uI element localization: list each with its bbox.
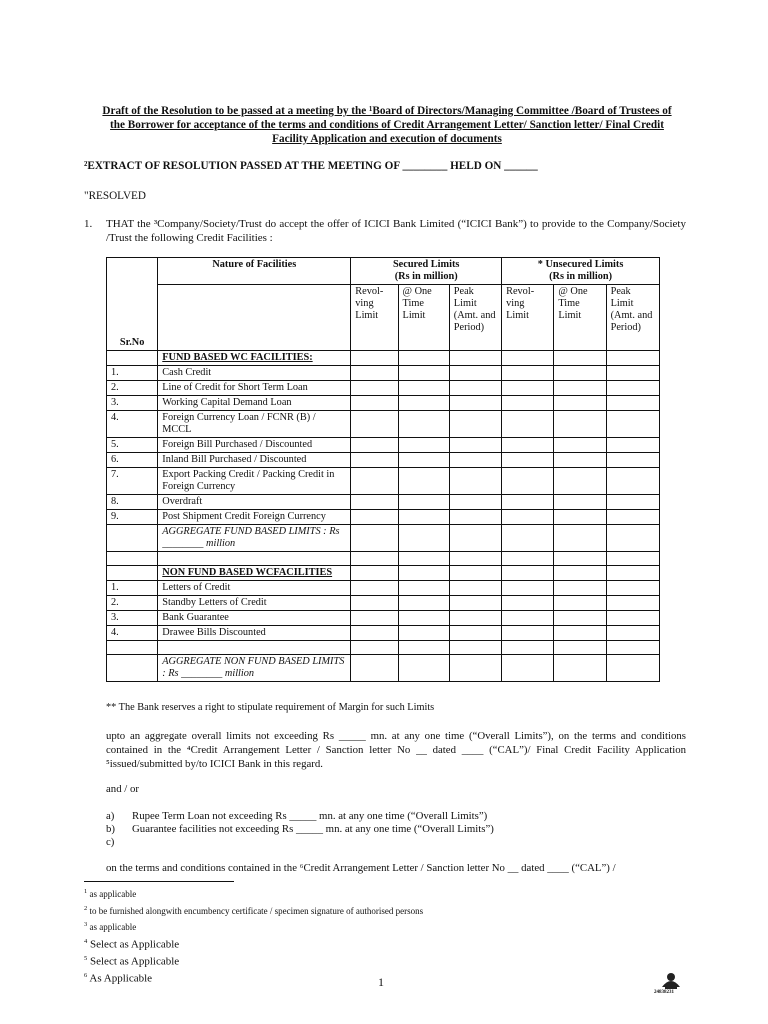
section-heading-row <box>107 566 660 581</box>
limit-cell <box>606 438 659 453</box>
footnote <box>84 885 423 902</box>
list-item <box>106 823 494 836</box>
footnotes <box>84 885 423 987</box>
facility-name: Post Shipment Credit Foreign Currency <box>158 510 351 525</box>
list-label: b) <box>106 823 115 835</box>
limit-cell <box>449 381 501 396</box>
logo-code: 24838231 <box>654 990 674 995</box>
footnote-text: Select as Applicable <box>90 938 180 951</box>
limit-cell <box>351 453 398 468</box>
limit-cell <box>606 453 659 468</box>
limit-cell <box>351 611 398 626</box>
limit-cell <box>398 596 449 611</box>
limit-cell <box>398 495 449 510</box>
list-label: c) <box>106 836 115 848</box>
limit-cell <box>351 510 398 525</box>
limit-cell <box>351 438 398 453</box>
subheader-revolving: Revol-ving Limit <box>351 285 398 351</box>
list-label: a) <box>106 810 115 822</box>
facility-name: Standby Letters of Credit <box>158 596 351 611</box>
list-text: Rupee Term Loan not exceeding Rs _____ mn. at any one time (“Overall Limits”) <box>132 810 488 822</box>
footnote-text: as applicable <box>89 922 137 933</box>
limit-cell <box>502 411 554 438</box>
limit-cell <box>449 626 501 641</box>
facility-name: Overdraft <box>158 495 351 510</box>
limit-cell <box>351 495 398 510</box>
blank-row <box>107 552 660 566</box>
list-text: Guarantee facilities not exceeding Rs _____ mn. at any one time (“Overall Limits”) <box>132 823 494 835</box>
margin-note: ** The Bank reserves a right to stipulate requirement of Margin for such Limits <box>106 702 435 713</box>
limit-cell <box>606 381 659 396</box>
extract-heading: ²EXTRACT OF RESOLUTION PASSED AT THE MEETING OF ________ HELD ON ______ <box>84 160 538 172</box>
nonfund-heading: NON FUND BASED WCFACILITIES <box>158 566 351 581</box>
facility-name: Foreign Bill Purchased / Discounted <box>158 438 351 453</box>
facility-name: Inland Bill Purchased / Discounted <box>158 453 351 468</box>
table-row <box>107 626 660 641</box>
header-nature-blank <box>158 285 351 351</box>
limit-cell <box>606 411 659 438</box>
row-number: 6. <box>107 453 158 468</box>
title-line-3: Facility Application and execution of documents <box>272 133 502 145</box>
footnote-mark: 1 <box>84 888 88 895</box>
list-item <box>106 836 494 849</box>
footnote-text: Select as Applicable <box>90 955 180 968</box>
row-number: 5. <box>107 438 158 453</box>
limit-cell <box>554 611 606 626</box>
resolution-paragraph-3: on the terms and conditions contained in the ⁶Credit Arrangement Letter / Sanction letter No __ dated ____ (“CAL”) / <box>106 862 616 874</box>
table-subheader-row <box>107 285 660 351</box>
limit-cell <box>554 468 606 495</box>
limit-cell <box>554 581 606 596</box>
subheader-onetime: @ One Time Limit <box>398 285 449 351</box>
section-heading-row <box>107 351 660 366</box>
limit-cell <box>398 366 449 381</box>
table-header-row <box>107 258 660 285</box>
footnote-text: as applicable <box>89 889 137 899</box>
aggregate-row <box>107 655 660 682</box>
limit-cell <box>554 366 606 381</box>
limit-cell <box>502 453 554 468</box>
footnote <box>84 935 423 952</box>
limit-cell <box>449 468 501 495</box>
limit-cell <box>449 411 501 438</box>
table-row <box>107 596 660 611</box>
limit-cell <box>398 468 449 495</box>
limit-cell <box>351 596 398 611</box>
footnote <box>84 918 423 935</box>
header-unsecured: * Unsecured Limits (Rs in million) <box>502 258 660 285</box>
limit-cell <box>502 495 554 510</box>
limit-cell <box>398 581 449 596</box>
limit-cell <box>351 468 398 495</box>
document-title <box>88 104 686 146</box>
limit-cell <box>554 411 606 438</box>
footnote-text: As Applicable <box>89 972 153 985</box>
limit-cell <box>554 438 606 453</box>
limit-cell <box>502 626 554 641</box>
limit-cell <box>351 381 398 396</box>
limit-cell <box>351 626 398 641</box>
limit-cell <box>449 581 501 596</box>
limit-cell <box>502 438 554 453</box>
table-row <box>107 366 660 381</box>
limit-cell <box>502 396 554 411</box>
limit-cell <box>554 381 606 396</box>
blank-row <box>107 641 660 655</box>
nonfund-aggregate: AGGREGATE NON FUND BASED LIMITS : Rs ________ million <box>158 655 351 682</box>
table-row <box>107 411 660 438</box>
limit-cell <box>398 396 449 411</box>
table-row <box>107 495 660 510</box>
footnote-mark: 2 <box>84 904 88 912</box>
facility-name: Letters of Credit <box>158 581 351 596</box>
limit-cell <box>606 611 659 626</box>
table-row <box>107 468 660 495</box>
table-row <box>107 510 660 525</box>
fund-heading: FUND BASED WC FACILITIES: <box>158 351 351 366</box>
limit-cell <box>502 510 554 525</box>
limit-cell <box>351 411 398 438</box>
subheader-revolving: Revol-ving Limit <box>502 285 554 351</box>
limit-cell <box>398 453 449 468</box>
resolution-paragraph-2: upto an aggregate overall limits not exceeding Rs _____ mn. at any one time (“Overall Limits”), on the terms and conditions contained in the ⁴Credit Arrangement Letter / Sanction letter No __ dated ____ (“CAL”)/ Final Credit Facility Application ⁵issued/submitted by/to ICICI Bank in this regard. <box>106 730 686 770</box>
limit-cell <box>606 596 659 611</box>
table-row <box>107 396 660 411</box>
subheader-peak: Peak Limit (Amt. and Period) <box>606 285 659 351</box>
header-secured: Secured Limits (Rs in million) <box>351 258 502 285</box>
limit-cell <box>351 396 398 411</box>
resolved-label: "RESOLVED <box>84 190 146 202</box>
paragraph-number: 1. <box>84 218 93 230</box>
limit-cell <box>502 581 554 596</box>
limit-cell <box>554 396 606 411</box>
limit-cell <box>398 438 449 453</box>
limit-cell <box>502 381 554 396</box>
limit-cell <box>398 626 449 641</box>
row-number: 2. <box>107 381 158 396</box>
limit-cell <box>554 495 606 510</box>
table-row <box>107 381 660 396</box>
limit-cell <box>398 510 449 525</box>
table-row <box>107 611 660 626</box>
footnote-text: to be furnished alongwith encumbency certificate / specimen signature of authorised persons <box>89 905 424 916</box>
title-line-1: Draft of the Resolution to be passed at a meeting by the ¹Board of Directors/Managing Committee /Board of Trustees of <box>102 105 672 117</box>
limit-cell <box>606 396 659 411</box>
limit-cell <box>502 596 554 611</box>
table-row <box>107 453 660 468</box>
limit-cell <box>449 495 501 510</box>
footnote-mark: 6 <box>84 972 88 980</box>
limit-cell <box>606 626 659 641</box>
row-number: 1. <box>107 366 158 381</box>
fund-aggregate: AGGREGATE FUND BASED LIMITS : Rs ________ million <box>158 525 351 552</box>
row-number: 3. <box>107 611 158 626</box>
and-or-text: and / or <box>106 783 139 795</box>
list-item <box>106 810 494 823</box>
subheader-onetime: @ One Time Limit <box>554 285 606 351</box>
limit-cell <box>606 581 659 596</box>
footnote <box>84 902 423 919</box>
limit-cell <box>449 611 501 626</box>
footnote-mark: 5 <box>84 955 88 963</box>
limits-list <box>106 810 494 849</box>
row-number: 4. <box>107 411 158 438</box>
limit-cell <box>351 366 398 381</box>
limit-cell <box>502 611 554 626</box>
limit-cell <box>398 381 449 396</box>
footnote-mark: 3 <box>84 921 88 929</box>
row-number: 2. <box>107 596 158 611</box>
footnote <box>84 969 423 986</box>
row-number: 1. <box>107 581 158 596</box>
credit-facilities-table <box>106 257 660 682</box>
facility-name: Drawee Bills Discounted <box>158 626 351 641</box>
limit-cell <box>351 581 398 596</box>
facility-name: Line of Credit for Short Term Loan <box>158 381 351 396</box>
limit-cell <box>554 453 606 468</box>
row-number: 8. <box>107 495 158 510</box>
subheader-peak: Peak Limit (Amt. and Period) <box>449 285 501 351</box>
row-number: 4. <box>107 626 158 641</box>
footnote <box>84 952 423 969</box>
footnote-mark: 4 <box>84 937 88 945</box>
limit-cell <box>606 366 659 381</box>
limit-cell <box>449 366 501 381</box>
facility-name: Cash Credit <box>158 366 351 381</box>
limit-cell <box>449 438 501 453</box>
limit-cell <box>606 510 659 525</box>
facility-name: Export Packing Credit / Packing Credit in Foreign Currency <box>158 468 351 495</box>
limit-cell <box>449 396 501 411</box>
limit-cell <box>606 468 659 495</box>
title-line-2: the Borrower for acceptance of the terms and conditions of Credit Arrangement Letter/ Sanction letter/ Final Credit <box>110 119 664 131</box>
aggregate-row <box>107 525 660 552</box>
limit-cell <box>554 510 606 525</box>
header-nature: Nature of Facilities <box>158 258 351 285</box>
limit-cell <box>554 626 606 641</box>
paragraph-text: THAT the ³Company/Society/Trust do accept the offer of ICICI Bank Limited (“ICICI Bank”) to provide to the Company/Society /Trust the following Credit Facilities : <box>106 218 686 244</box>
row-number: 3. <box>107 396 158 411</box>
limit-cell <box>606 495 659 510</box>
limit-cell <box>502 366 554 381</box>
page-number: 1 <box>378 975 384 989</box>
header-srno: Sr.No <box>107 258 158 351</box>
limit-cell <box>398 411 449 438</box>
limit-cell <box>449 596 501 611</box>
footnote-divider <box>84 881 234 882</box>
facility-name: Foreign Currency Loan / FCNR (B) / MCCL <box>158 411 351 438</box>
limit-cell <box>449 453 501 468</box>
facility-name: Working Capital Demand Loan <box>158 396 351 411</box>
limit-cell <box>398 611 449 626</box>
limit-cell <box>502 468 554 495</box>
row-number: 7. <box>107 468 158 495</box>
limit-cell <box>554 596 606 611</box>
limit-cell <box>449 510 501 525</box>
facility-name: Bank Guarantee <box>158 611 351 626</box>
table-row <box>107 438 660 453</box>
resolution-paragraph-1 <box>84 217 686 245</box>
table-row <box>107 581 660 596</box>
row-number: 9. <box>107 510 158 525</box>
